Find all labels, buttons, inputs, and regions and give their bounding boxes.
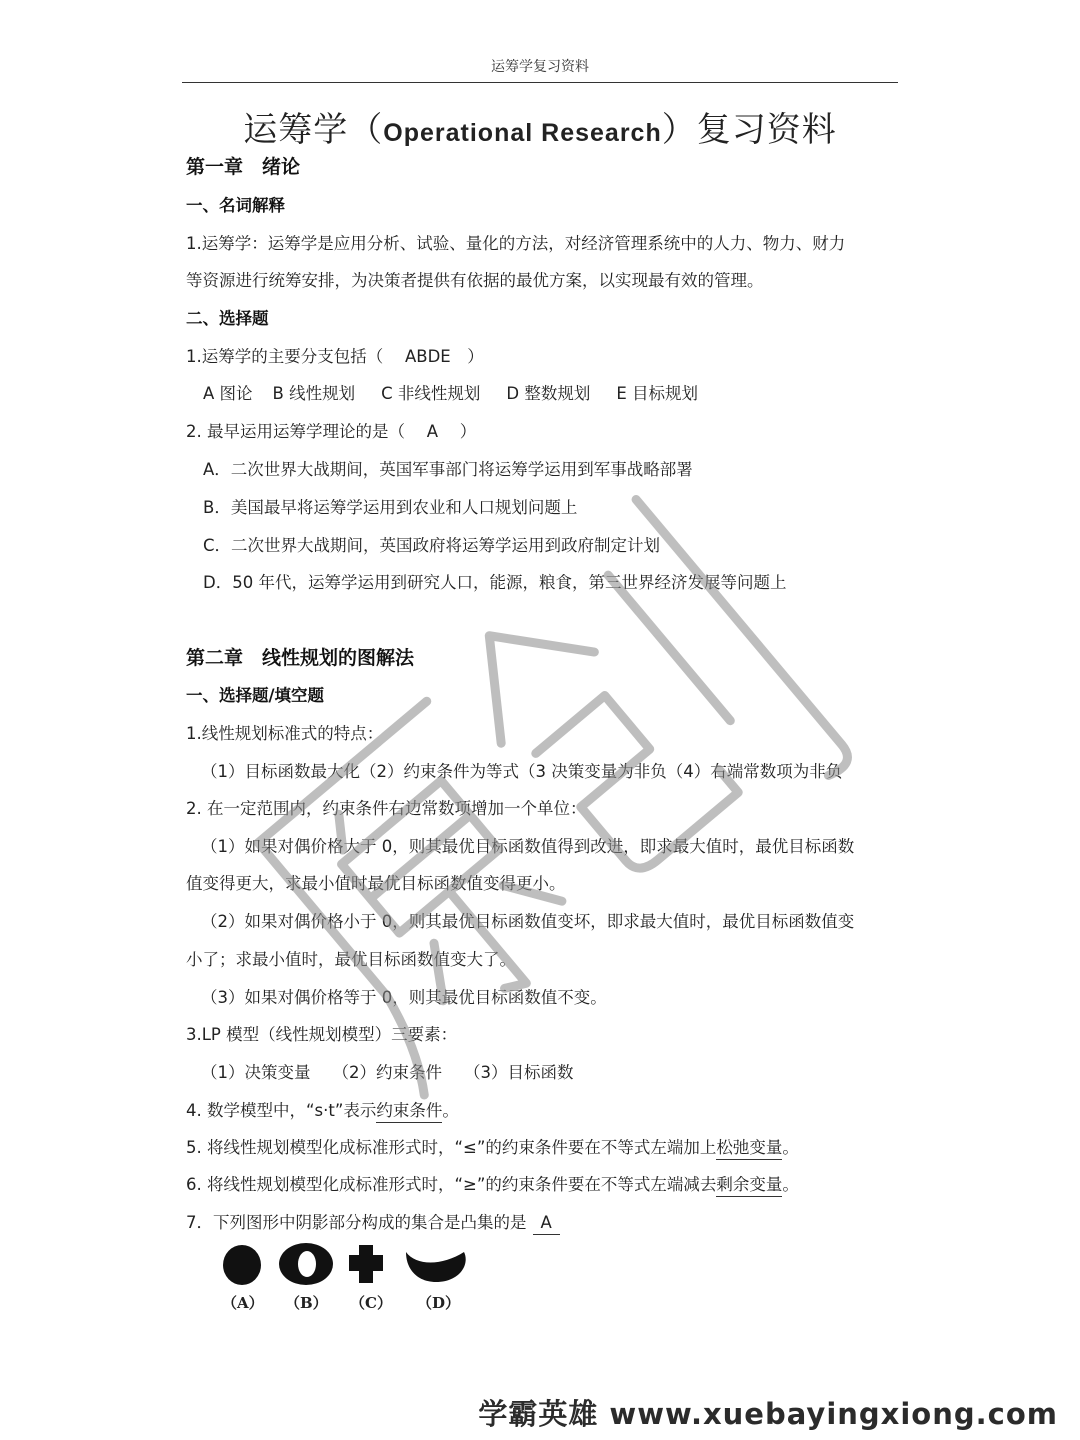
title-cn-right: ）复习资料 bbox=[661, 110, 837, 150]
point-2-case-1a: （1）如果对偶价格大于 0，则其最优目标函数值得到改进，即求最大值时，最优目标函数 bbox=[201, 837, 855, 856]
answer-underlined: 松弛变量 bbox=[716, 1138, 782, 1160]
point-2: 2. 在一定范围内，约束条件右边常数项增加一个单位： bbox=[186, 799, 587, 818]
option: E 目标规划 bbox=[616, 384, 699, 403]
footer-brand: 学霸英雄 www.xuebayingxiong.com bbox=[478, 1397, 1058, 1431]
point-2-case-2b: 小了；求最小值时，最优目标函数值变大了。 bbox=[186, 950, 516, 969]
document-title bbox=[0, 102, 1080, 151]
figure-d-crescent bbox=[406, 1252, 466, 1282]
point-4: 4. 数学模型中，“s·t”表示约束条件。 bbox=[186, 1097, 459, 1121]
point-2-case-3: （3）如果对偶价格等于 0，则其最优目标函数值不变。 bbox=[201, 988, 607, 1007]
question-2-option-c: C．二次世界大战期间，英国政府将运筹学运用到政府制定计划 bbox=[203, 536, 661, 555]
definition-line-1: 1.运筹学：运筹学是应用分析、试验、量化的方法，对经济管理系统中的人力、物力、财力 bbox=[186, 234, 846, 253]
option: C 非线性规划 bbox=[381, 384, 481, 403]
point-5: 5. 将线性规划模型化成标准形式时，“≤”的约束条件要在不等式左端加上松弛变量。 bbox=[186, 1134, 799, 1158]
point-3: 3.LP 模型（线性规划模型）三要素： bbox=[186, 1025, 458, 1044]
title-cn-left: 运筹学（ bbox=[243, 110, 384, 150]
point-6: 6. 将线性规划模型化成标准形式时，“≥”的约束条件要在不等式左端减去剩余变量。 bbox=[186, 1171, 799, 1195]
point-1: 1.线性规划标准式的特点： bbox=[186, 724, 384, 743]
figure-label-d: （D） bbox=[417, 1294, 461, 1312]
point-2-case-2a: （2）如果对偶价格小于 0，则其最优目标函数值变坏，即求最大值时，最优目标函数值变 bbox=[201, 912, 855, 931]
figure-a-filled-circle bbox=[223, 1245, 261, 1285]
chapter2-heading: 第二章 线性规划的图解法 bbox=[186, 647, 415, 669]
question-2: 2. 最早运用运筹学理论的是（ A ） bbox=[186, 422, 477, 441]
question-2-option-d: D．50 年代，运筹学运用到研究人口，能源，粮食，第三世界经济发展等问题上 bbox=[203, 573, 787, 592]
figure-label-a: （A） bbox=[222, 1294, 264, 1312]
chapter1-heading: 第一章 绪论 bbox=[186, 156, 301, 178]
option: D 整数规划 bbox=[506, 384, 591, 403]
question-1-options bbox=[203, 380, 698, 404]
point-1-detail: （1）目标函数最大化（2）约束条件为等式（3 决策变量为非负（4）右端常数项为非负 bbox=[201, 762, 843, 781]
question-2-option-b: B．美国最早将运筹学运用到农业和人口规划问题上 bbox=[203, 498, 578, 517]
title-en: Operational Research bbox=[383, 119, 662, 147]
option: B 线性规划 bbox=[272, 384, 356, 403]
chapter2-section-choice-fill: 一、选择题/填空题 bbox=[186, 686, 325, 705]
question-2-option-a: A．二次世界大战期间，英国军事部门将运筹学运用到军事战略部署 bbox=[203, 460, 693, 479]
running-header: 运筹学复习资料 bbox=[491, 59, 589, 75]
point-7: 7．下列图形中阴影部分构成的集合是凸集的是 A bbox=[186, 1209, 560, 1233]
figure-b-ring bbox=[279, 1243, 333, 1285]
chapter1-section-choice: 二、选择题 bbox=[186, 309, 269, 328]
answer-underlined: 剩余变量 bbox=[716, 1175, 782, 1197]
point-2-case-1b: 值变得更大，求最小值时最优目标函数值变得更小。 bbox=[186, 874, 566, 893]
question-1: 1.运筹学的主要分支包括（ ABDE ） bbox=[186, 347, 484, 366]
option: A 图论 bbox=[203, 384, 253, 403]
answer-underlined: 约束条件 bbox=[376, 1101, 442, 1123]
figure-label-c: （C） bbox=[350, 1294, 392, 1312]
chapter1-section-definitions: 一、名词解释 bbox=[186, 196, 285, 215]
header-divider bbox=[182, 82, 898, 83]
element-item: （2）约束条件 bbox=[332, 1063, 442, 1082]
figure-label-b: （B） bbox=[285, 1294, 328, 1312]
element-item: （1）决策变量 bbox=[201, 1063, 311, 1082]
answer-underlined: A bbox=[533, 1213, 560, 1235]
figure-c-cross bbox=[349, 1245, 383, 1283]
definition-line-2: 等资源进行统筹安排，为决策者提供有依据的最优方案，以实现最有效的管理。 bbox=[186, 271, 764, 290]
element-item: （3）目标函数 bbox=[464, 1063, 574, 1082]
point-3-items bbox=[201, 1059, 574, 1083]
